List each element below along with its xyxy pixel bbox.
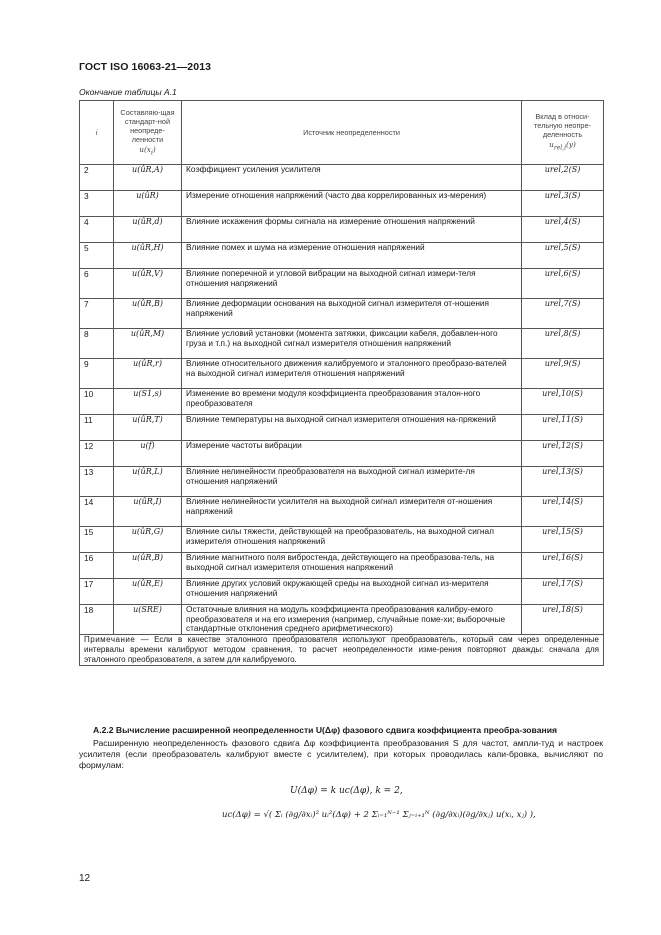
table-row <box>80 497 604 527</box>
cell-source: Влияние нелинейности усилителя на выходной сигнал измерителя от-ношения напряжений <box>182 497 522 527</box>
cell-component: u(ûR,L) <box>114 467 182 497</box>
cell-index: 12 <box>80 441 114 467</box>
cell-contribution: urel,8(S) <box>522 329 604 359</box>
section-a22 <box>79 725 603 771</box>
cell-component: u(f) <box>114 441 182 467</box>
col-header-contribution: Вклад в относи-тельную неопре-деленность $u_{rel,i}(y)$ <box>522 101 604 165</box>
cell-component: u(ûR,d) <box>114 217 182 243</box>
page-number: 12 <box>79 873 91 884</box>
cell-component: u(ûR,A) <box>114 165 182 191</box>
cell-index: 9 <box>80 359 114 389</box>
col-header-component: Составляю-щая стандарт-ной неопреде-ленности $u(x_i)$ <box>114 101 182 165</box>
table-row <box>80 243 604 269</box>
cell-index: 2 <box>80 165 114 191</box>
cell-index: 14 <box>80 497 114 527</box>
table-body <box>80 165 604 666</box>
cell-source: Влияние температуры на выходной сигнал измерителя отношения на-пряжений <box>182 415 522 441</box>
cell-component: u(ûR,B) <box>114 299 182 329</box>
cell-source: Измерение отношения напряжений (часто два коррелированных из-мерения) <box>182 191 522 217</box>
table-row <box>80 299 604 329</box>
formula2-text: uc(Δφ) = √( Σᵢ (∂g/∂xᵢ)² uᵢ²(Δφ) + 2 Σᵢ₌₁ᴺ⁻¹ Σⱼ₌ᵢ₊₁ᴺ (∂g/∂xᵢ)(∂g/∂xⱼ) u(xᵢ, xⱼ) ), <box>222 810 536 820</box>
table-note <box>80 635 604 666</box>
cell-component: u(ûR,r) <box>114 359 182 389</box>
table-row <box>80 579 604 605</box>
note-text: — Если в качестве эталонного преобразователя используют преобразователь, который сам через определенные интервалы времени калибруют методом сравнения, то расчет неопределенности изме-рения повторяют дважды: сначала для эталонного преобразователя, а затем для калибруемого. <box>84 635 599 664</box>
cell-index: 17 <box>80 579 114 605</box>
cell-index: 6 <box>80 269 114 299</box>
cell-contribution: urel,9(S) <box>522 359 604 389</box>
cell-source: Влияние силы тяжести, действующей на преобразователь, на выходной сигнал измерителя отношения напряжений <box>182 527 522 553</box>
table-row <box>80 359 604 389</box>
cell-source: Влияние магнитного поля вибростенда, действующего на преобразова-тель, на выходной сигнал измерителя отношения напряжений <box>182 553 522 579</box>
cell-index: 16 <box>80 553 114 579</box>
cell-component: u(ûR) <box>114 191 182 217</box>
cell-contribution: urel,16(S) <box>522 553 604 579</box>
cell-source: Остаточные влияния на модуль коэффициента преобразования калибру-емого преобразователя и на его измерения (например, случайные поме-хи; выборочные стандартные отклонения среднего арифметического) <box>182 605 522 635</box>
cell-component: u(ûR,H) <box>114 243 182 269</box>
cell-index: 11 <box>80 415 114 441</box>
table-row <box>80 269 604 299</box>
document-code: ГОСТ ISO 16063-21—2013 <box>79 61 212 73</box>
table-note-row <box>80 635 604 666</box>
cell-source: Влияние условий установки (момента затяжки, фиксации кабеля, добавлен-ного груза и т.п.) на выходной сигнал измерителя отношения напряжений <box>182 329 522 359</box>
cell-component: u(ûR,E) <box>114 579 182 605</box>
cell-component: u(S1,s) <box>114 389 182 415</box>
uncertainty-table <box>79 100 604 666</box>
cell-source: Изменение во времени модуля коэффициента преобразования эталон-ного преобразователя <box>182 389 522 415</box>
table-caption: Окончание таблицы А.1 <box>79 87 177 97</box>
cell-component: u(ûR,I) <box>114 497 182 527</box>
table-row <box>80 441 604 467</box>
cell-index: 18 <box>80 605 114 635</box>
cell-contribution: urel,18(S) <box>522 605 604 635</box>
table-row <box>80 605 604 635</box>
table-row <box>80 389 604 415</box>
col-header-index: i <box>80 101 114 165</box>
cell-source: Влияние нелинейности преобразователя на выходной сигнал измерите-ля отношения напряжений <box>182 467 522 497</box>
cell-index: 15 <box>80 527 114 553</box>
col-header-source: Источник неопределенности <box>182 101 522 165</box>
table-row <box>80 467 604 497</box>
cell-source: Влияние поперечной и угловой вибрации на выходной сигнал измери-теля отношения напряжений <box>182 269 522 299</box>
cell-component: u(ûR,B) <box>114 553 182 579</box>
cell-index: 13 <box>80 467 114 497</box>
formula-combined-uncertainty <box>222 802 536 821</box>
cell-contribution: urel,4(S) <box>522 217 604 243</box>
cell-source: Влияние других условий окружающей среды на выходной сигнал из-мерителя отношения напряжений <box>182 579 522 605</box>
cell-contribution: urel,15(S) <box>522 527 604 553</box>
cell-index: 3 <box>80 191 114 217</box>
table-header-row <box>80 101 604 165</box>
cell-index: 8 <box>80 329 114 359</box>
cell-contribution: urel,5(S) <box>522 243 604 269</box>
cell-source: Влияние деформации основания на выходной сигнал измерителя от-ношения напряжений <box>182 299 522 329</box>
cell-component: u(SRE) <box>114 605 182 635</box>
cell-index: 5 <box>80 243 114 269</box>
cell-component: u(ûR,T) <box>114 415 182 441</box>
cell-contribution: urel,3(S) <box>522 191 604 217</box>
cell-contribution: urel,13(S) <box>522 467 604 497</box>
cell-index: 10 <box>80 389 114 415</box>
table-row <box>80 217 604 243</box>
cell-contribution: urel,14(S) <box>522 497 604 527</box>
section-paragraph: Расширенную неопределенность фазового сдвига Δφ коэффициента преобразования S для частот, ампли-туд и настроек усилителя (если преобразователь калибруют вместе с усилителем), при которых проводилась кали-бровка, вычисляют по формулам: <box>79 738 603 770</box>
section-title: А.2.2 Вычисление расширенной неопределенности U(Δφ) фазового сдвига коэффициента преобра-зования <box>93 725 557 735</box>
cell-contribution: urel,17(S) <box>522 579 604 605</box>
cell-contribution: urel,2(S) <box>522 165 604 191</box>
cell-contribution: urel,11(S) <box>522 415 604 441</box>
cell-index: 4 <box>80 217 114 243</box>
cell-source: Влияние искажения формы сигнала на измерение отношения напряжений <box>182 217 522 243</box>
component-symbol: $u(x_i)$ <box>139 144 156 157</box>
table-row <box>80 415 604 441</box>
cell-index: 7 <box>80 299 114 329</box>
cell-contribution: urel,7(S) <box>522 299 604 329</box>
cell-component: u(ûR,M) <box>114 329 182 359</box>
table-row <box>80 329 604 359</box>
table-row <box>80 553 604 579</box>
formula-expanded-uncertainty: U(Δφ) = k uc(Δφ), k = 2, <box>290 786 403 796</box>
cell-source: Измерение частоты вибрации <box>182 441 522 467</box>
cell-component: u(ûR,V) <box>114 269 182 299</box>
note-label: Примечание <box>84 635 136 644</box>
cell-source: Влияние помех и шума на измерение отношения напряжений <box>182 243 522 269</box>
table-row <box>80 527 604 553</box>
contribution-symbol: $u_{rel,i}(y)$ <box>549 140 576 152</box>
cell-source: Коэффициент усиления усилителя <box>182 165 522 191</box>
cell-contribution: urel,12(S) <box>522 441 604 467</box>
cell-contribution: urel,6(S) <box>522 269 604 299</box>
cell-contribution: urel,10(S) <box>522 389 604 415</box>
cell-source: Влияние относительного движения калибруемого и эталонного преобразо-вателей на выходной сигнал измерителя отношения напряжений <box>182 359 522 389</box>
table-row <box>80 191 604 217</box>
cell-component: u(ûR,G) <box>114 527 182 553</box>
table-row <box>80 165 604 191</box>
